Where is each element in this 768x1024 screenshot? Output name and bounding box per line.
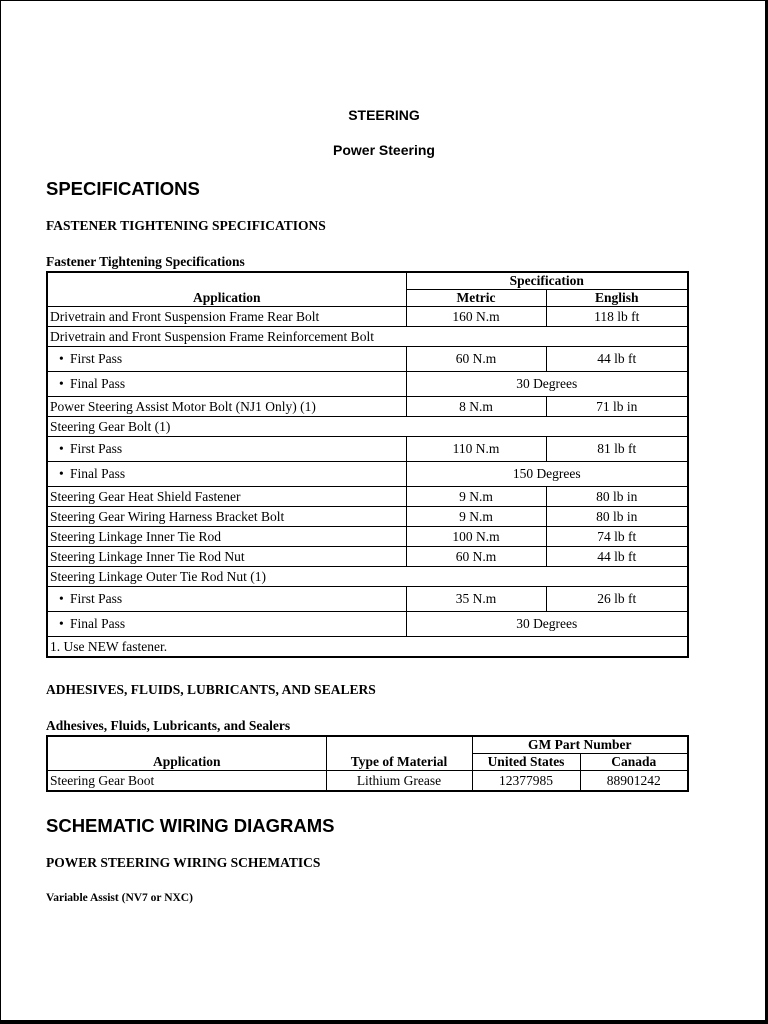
cell-spec-span: 150 Degrees bbox=[406, 462, 688, 487]
cell-english: 71 lb in bbox=[546, 397, 688, 417]
table-row bbox=[47, 417, 688, 437]
cell-us-part: 12377985 bbox=[472, 771, 580, 792]
table-row bbox=[47, 372, 688, 397]
table-row bbox=[47, 612, 688, 637]
cell-application: Steering Gear Boot bbox=[47, 771, 326, 792]
col-english: English bbox=[546, 290, 688, 307]
cell-application: Steering Linkage Outer Tie Rod Nut (1) bbox=[47, 567, 688, 587]
cell-canada-part: 88901242 bbox=[580, 771, 688, 792]
cell-application: • Final Pass bbox=[47, 462, 406, 487]
col-united-states: United States bbox=[472, 754, 580, 771]
col-gm-part-number: GM Part Number bbox=[472, 736, 688, 754]
cell-english: 44 lb ft bbox=[546, 347, 688, 372]
table-row bbox=[47, 547, 688, 567]
table-footnote-row bbox=[47, 637, 688, 658]
cell-english: 81 lb ft bbox=[546, 437, 688, 462]
col-metric: Metric bbox=[406, 290, 546, 307]
table-row bbox=[47, 487, 688, 507]
cell-english: 118 lb ft bbox=[546, 307, 688, 327]
table-row bbox=[47, 771, 688, 792]
table-row bbox=[47, 327, 688, 347]
adhesives-heading: ADHESIVES, FLUIDS, LUBRICANTS, AND SEALERS bbox=[46, 682, 376, 697]
cell-metric: 9 N.m bbox=[406, 507, 546, 527]
fastener-table-title: Fastener Tightening Specifications bbox=[46, 254, 245, 269]
col-canada: Canada bbox=[580, 754, 688, 771]
cell-metric: 60 N.m bbox=[406, 347, 546, 372]
adhesives-table bbox=[46, 735, 689, 792]
cell-english: 80 lb in bbox=[546, 507, 688, 527]
table-row bbox=[47, 462, 688, 487]
cell-application: • First Pass bbox=[47, 347, 406, 372]
cell-application: Steering Linkage Inner Tie Rod bbox=[47, 527, 406, 547]
schematics-subheading: POWER STEERING WIRING SCHEMATICS bbox=[46, 855, 321, 870]
table-row bbox=[47, 507, 688, 527]
specifications-heading: SPECIFICATIONS bbox=[46, 178, 200, 199]
table-row bbox=[47, 397, 688, 417]
col-specification: Specification bbox=[406, 272, 688, 290]
fastener-heading: FASTENER TIGHTENING SPECIFICATIONS bbox=[46, 218, 326, 233]
schematic-note: Variable Assist (NV7 or NXC) bbox=[46, 892, 193, 904]
schematics-heading: SCHEMATIC WIRING DIAGRAMS bbox=[46, 815, 335, 836]
cell-application: Power Steering Assist Motor Bolt (NJ1 Only) (1) bbox=[47, 397, 406, 417]
cell-english: 26 lb ft bbox=[546, 587, 688, 612]
cell-application: Drivetrain and Front Suspension Frame Reinforcement Bolt bbox=[47, 327, 688, 347]
cell-spec-span: 30 Degrees bbox=[406, 372, 688, 397]
table-row bbox=[47, 307, 688, 327]
cell-spec-span: 30 Degrees bbox=[406, 612, 688, 637]
cell-application: Steering Gear Heat Shield Fastener bbox=[47, 487, 406, 507]
col-application: Application bbox=[47, 272, 406, 307]
cell-english: 74 lb ft bbox=[546, 527, 688, 547]
cell-application: • First Pass bbox=[47, 587, 406, 612]
cell-application: Steering Gear Bolt (1) bbox=[47, 417, 688, 437]
cell-material: Lithium Grease bbox=[326, 771, 472, 792]
adhesives-table-title: Adhesives, Fluids, Lubricants, and Sealers bbox=[46, 718, 291, 733]
cell-application: Steering Gear Wiring Harness Bracket Bolt bbox=[47, 507, 406, 527]
table-footnote: 1. Use NEW fastener. bbox=[47, 637, 688, 658]
cell-metric: 35 N.m bbox=[406, 587, 546, 612]
section-title: STEERING bbox=[348, 107, 420, 123]
cell-application: • Final Pass bbox=[47, 372, 406, 397]
cell-metric: 9 N.m bbox=[406, 487, 546, 507]
table-row bbox=[47, 567, 688, 587]
col-application: Application bbox=[47, 736, 326, 771]
cell-application: • Final Pass bbox=[47, 612, 406, 637]
cell-english: 44 lb ft bbox=[546, 547, 688, 567]
table-row bbox=[47, 437, 688, 462]
col-material: Type of Material bbox=[326, 736, 472, 771]
cell-metric: 100 N.m bbox=[406, 527, 546, 547]
table-row bbox=[47, 347, 688, 372]
table-row bbox=[47, 527, 688, 547]
fastener-table bbox=[46, 271, 689, 658]
cell-english: 80 lb in bbox=[546, 487, 688, 507]
cell-application: • First Pass bbox=[47, 437, 406, 462]
cell-metric: 60 N.m bbox=[406, 547, 546, 567]
cell-metric: 8 N.m bbox=[406, 397, 546, 417]
subsection-title: Power Steering bbox=[333, 142, 435, 158]
table-row bbox=[47, 587, 688, 612]
cell-application: Drivetrain and Front Suspension Frame Rear Bolt bbox=[47, 307, 406, 327]
cell-application: Steering Linkage Inner Tie Rod Nut bbox=[47, 547, 406, 567]
cell-metric: 160 N.m bbox=[406, 307, 546, 327]
cell-metric: 110 N.m bbox=[406, 437, 546, 462]
